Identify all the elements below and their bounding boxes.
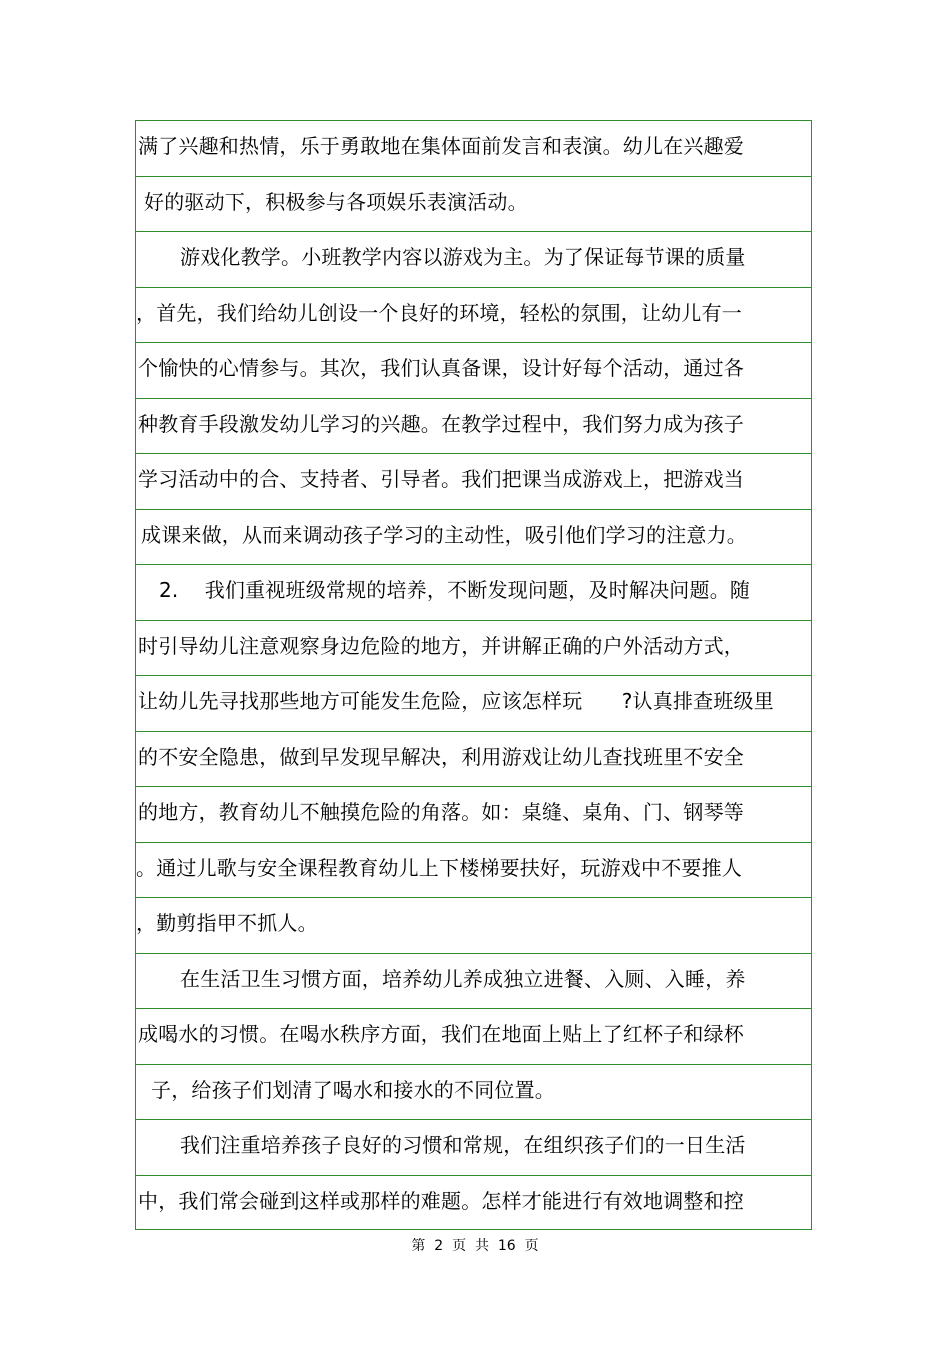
- text-line: 游戏化教学。小班教学内容以游戏为主。为了保证每节课的质量: [180, 245, 746, 269]
- text-line: 时引导幼儿注意观察身边危险的地方，并讲解正确的户外活动方式，: [138, 633, 744, 658]
- text-line: 成喝水的习惯。在喝水秩序方面，我们在地面上贴上了红杯子和绿杯: [138, 1022, 744, 1046]
- text-row: [136, 399, 811, 455]
- text-line: 让幼儿先寻找那些地方可能发生危险，应该怎样玩 ?认真排查班级里: [138, 689, 774, 713]
- text-row: [136, 121, 811, 177]
- text-row: [136, 1009, 811, 1065]
- text-row: [136, 232, 811, 288]
- page-number-footer: 第 2 页 共 16 页: [411, 1238, 539, 1254]
- text-row: [136, 1120, 811, 1176]
- text-line: 成课来做，从而来调动孩子学习的主动性，吸引他们学习的注意力。: [141, 522, 747, 547]
- text-line: 。通过儿歌与安全课程教育幼儿上下楼梯要扶好，玩游戏中不要推人: [136, 855, 742, 880]
- text-row: [136, 510, 811, 566]
- text-line: 在生活卫生习惯方面，培养幼儿养成独立进餐、入厕、入睡，养: [180, 966, 746, 991]
- text-line: 满了兴趣和热情，乐于勇敢地在集体面前发言和表演。幼儿在兴趣爱: [138, 134, 744, 158]
- text-line: 个愉快的心情参与。其次，我们认真备课，设计好每个活动，通过各: [138, 356, 744, 380]
- text-row: [136, 954, 811, 1010]
- text-row: [136, 343, 811, 399]
- lined-text-box: [135, 120, 812, 1230]
- text-line: 我们注重培养孩子良好的习惯和常规，在组织孩子们的一日生活: [180, 1133, 746, 1157]
- text-row: [136, 454, 811, 510]
- text-row: [136, 565, 811, 621]
- text-row: [136, 288, 811, 344]
- text-line: 好的驱动下，积极参与各项娱乐表演活动。: [144, 189, 528, 214]
- text-line: 学习活动中的合、支持者、引导者。我们把课当成游戏上，把游戏当: [138, 467, 744, 491]
- text-line: ，勤剪指甲不抓人。: [136, 911, 318, 935]
- text-row: [136, 1176, 811, 1232]
- text-line: 的不安全隐患，做到早发现早解决，利用游戏让幼儿查找班里不安全: [138, 744, 744, 769]
- text-row: [136, 787, 811, 843]
- text-row: [136, 898, 811, 954]
- text-row: [136, 732, 811, 788]
- text-row: [136, 1065, 811, 1121]
- text-row: [136, 621, 811, 677]
- text-row: [136, 177, 811, 233]
- text-row: [136, 843, 811, 899]
- text-line: 的地方，教育幼儿不触摸危险的角落。如：桌缝、桌角、门、钢琴等: [138, 800, 744, 824]
- text-line: 种教育手段激发幼儿学习的兴趣。在教学过程中，我们努力成为孩子: [138, 411, 744, 436]
- text-line: 子，给孩子们划清了喝水和接水的不同位置。: [151, 1077, 555, 1102]
- text-line: ，首先，我们给幼儿创设一个良好的环境，轻松的氛围，让幼儿有一: [136, 300, 742, 325]
- text-row: [136, 676, 811, 732]
- text-line: 2. 我们重视班级常规的培养，不断发现问题，及时解决问题。随: [159, 578, 751, 602]
- text-line: 中，我们常会碰到这样或那样的难题。怎样才能进行有效地调整和控: [138, 1188, 744, 1213]
